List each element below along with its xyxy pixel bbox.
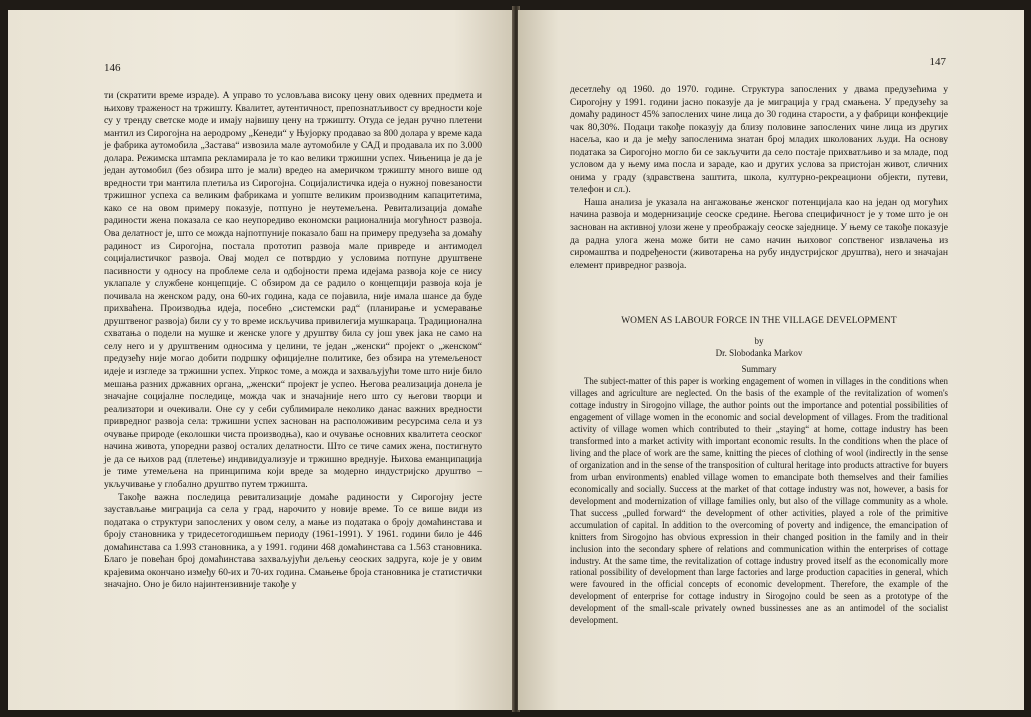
- english-author: Dr. Slobodanka Markov: [715, 348, 803, 359]
- summary-heading: Summary: [741, 364, 777, 375]
- right-paragraph-2: Наша анализа је указала на ангажовање женског потенцијала као на један од могућих начина развоја и модернизације сеоске средине. Његова специфичност је у томе што је он заснован на активној улози жене у преображају сеоске заједнице. У њему се такође показује да радна улога жена може бити не само начин њиховог сопственог извлачења из сиромаштва и подређености (животарења на рубу индустријског друштва), него и значајан елемент привредног развоја.: [570, 196, 948, 271]
- right-page-body: [570, 84, 948, 272]
- right-paragraph-1: десетлећу од 1960. до 1970. године. Структура запослених у двама предузећима у Сирогојну у 1991. години јасно показује да је миграција у град смањена. У предузећу за домаћу радиност 45% запослених чине лица до 30 година старости, а у фабрици конфекције чак 80,30%. Подаци такође показују да близу половине запослених чине лица из других насеља, као и да је међу запосленима знатан број младих школованих људи. На основу података за Сирогојно могло би се закључити да село постаје прихватљиво и за младе, под условом да у њему има посла и зараде, као и других услова за пристојан живот, сличних онима у граду (здравствена заштита, школа, културно-рекреациони објекти, путеви, телефон и сл.).: [570, 84, 948, 196]
- page-number-left: 146: [104, 62, 121, 74]
- left-paragraph-1: ти (скратити време израде). А управо то условљава високу цену ових одевних предмета и њихову траженост на тржишту. Квалитет, аутентичност, препознатљивост су вредности које су у тренду светске моде и имају највишу цену на тржишту. Отуда се један ручно плетени мантил из Сирогојна на аеродрому „Кенеди“ у Њујорку продавао за 800 долара у време када је фабрика аутомобила „Застава“ извозила мале аутомобиле у САД и продавала их по 3.000 долара. Режимска штампа рекламирала је то као велики тржишни успех. Чињеница је да је један аутомобил (без обзира што је мали) вредео на америчком тржишту много више од вредности три мантила плетиља из Сирогојна. Социјалистичка идеја о нужној повезаности тржишног успеха са великим фабрикама и уопште великим производним капацитетима, како се на овом примеру показује, потпуно је неутемељена. Ревитализација домаће радиности жена показала се као неупоредиво економски рационалнија могућност развоја. Ова делатност је, што се можда најпотпуније показало баш на примеру предузећа за домаћу радиност из Сирогојна, постала прототип развоја мале привреде и антимодел социјалистичког развоја. Овај модел се потврдио у условима потпуне друштвене пасивности у односу на проблеме села и одбојности према идејама развоја које се нису уклапале у службене концепције. С обзиром да се радило о концепцији развоја која је почивала на женском раду, она 60-их година, када се појавила, није имала шансе да буде прихваћена. Производња идеја, посебно „системски рад“ (планирање и усмеравање друштвеног развоја) били су у то време искључива привилегија мушкараца. Традиционална схватања о подели на мушке и женске улоге у друштву била су још увек јака не само на селу него и у друштвеним односима у целини, те један „женски“ пројект о „женском“ предузећу није могао добити подршку официјелне политике, без обзира на утемељеност идеје и изгледе за тржишни успех. Упркос томе, а можда и захваљујући томе што није било мешања разних државних органа, „женски“ пројект је успео. Његова реализација донела је значајне социјалне последице, можда чак и значајније него што су његови творци и реализатори и очекивали. Оне су у себи сублимирале неколико данас важних вредности привредног развоја села: тржишни успех заснован на расположивим ресурсима села и уз очување природе (еколошки чиста производња), као и очување основних квалитета сеоског начина живота, упоредни развој осталих делатности. Што се тиче самих жена, постигнуто је да се њихов рад (плетење) индивидуализује и тржишно вреднује. Њихова еманципација је тиме утемељена на принципима који вреде за модерно индустријско друштво – укључивање у глобално друштво путем тржишта.: [104, 90, 482, 490]
- english-summary-text: The subject-matter of this paper is working engagement of women in villages in the conditions when villages and agriculture are neglected. On the basis of the example of the revitalization of women's cottage industry in Sirogojno village, the author points out the importance and potential possibilities of engagement of village women in the economic and social development of villages. From the traditional activity of village women which contributed to their „staying“ at home, cottage industry has been transformed into a market activity with important economic results. In the conditions when the place of living and the place of work are the same, knitting the pieces of clothing of wool (indirectly in the sense of organization and in the sense of the transposition of cultural heritage into products attractive for buyers from urban environments) enabled village women to emancipate both themselves and their families economically and socially. Success at the market of that cottage industry was not, however, a basis for development and modernization of village families only, but also of the village community as a whole. That success „pulled forward“ the development of other activities, played a role of the primitive accumulation of capital. In addition to the overcoming of poverty and indigence, the emancipation of knitters from Sirogojno has obvious expression in their changed position in the family and in their inclusion into the secondary sphere of relations and communication within the enterprises of cottage industry. At the same time, the revitalization of cottage industry proved itself as the economically more rational possibility of development than large factories and large production capacities in general, which were favoured in the official concepts of economic development. Therefore, the example of the development of enterprise for cottage industry in Sirogojno could be seen as a prototype of the development of the small-scale privately owned bussinesses ane as an antimodel of the socialist development.: [570, 376, 948, 626]
- right-page: [518, 10, 1024, 710]
- left-page: [8, 10, 514, 710]
- page-number-right: 147: [929, 56, 946, 68]
- left-paragraph-2: Такође важна последица ревитализације домаће радиности у Сирогојну јесте заустављање миграција са села у град, нарочито у новије време. То се више види из података о структури запослених у овом селу, а мање из података о броју домаћинстава и броју становника у тридесетогодишњем периоду (1961-1991). У 1961. години било је 446 домаћинстава са 1.993 становника, а у 1991. години 468 домаћинстава са 1.563 становника. Благо је повећан број домаћинстава захваљујући дељењу сеоских задруга, које је у овим крајевима окончано између 60-их и 70-их година. Смањење броја становника је статистички значајно. Оно је било најинтензивније такође у: [104, 491, 482, 591]
- english-summary-title: WOMEN AS LABOUR FORCE IN THE VILLAGE DEVELOPMENT: [621, 316, 897, 327]
- english-by-line: by: [754, 336, 764, 347]
- left-page-body: [104, 90, 482, 592]
